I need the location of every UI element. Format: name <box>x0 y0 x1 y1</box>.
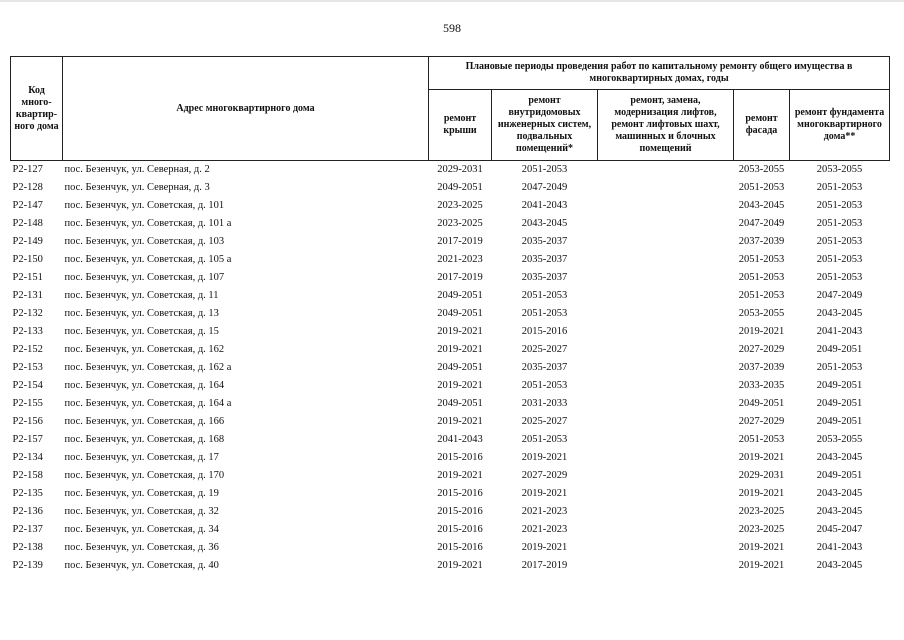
cell-elevators <box>598 251 734 269</box>
cell-elevators <box>598 341 734 359</box>
cell-address: пос. Безенчук, ул. Советская, д. 164 а <box>64 398 232 409</box>
cell-facade: 2037-2039 <box>738 236 785 247</box>
cell-facade: 2023-2025 <box>738 524 785 535</box>
cell-address: пос. Безенчук, ул. Советская, д. 32 <box>64 506 219 517</box>
cell-roof: 2041-2043 <box>437 434 483 445</box>
cell-systems: 2021-2023 <box>521 524 568 535</box>
table-row <box>11 467 890 485</box>
table-body <box>11 161 890 576</box>
table-row <box>11 395 890 413</box>
header-elevators: ремонт, замена, модернизация лифтов, ремонт лифтовых шахт, машинных и блочных помещений <box>598 90 734 161</box>
cell-facade: 2037-2039 <box>738 362 785 373</box>
cell-address: пос. Безенчук, ул. Советская, д. 162 <box>64 344 225 355</box>
cell-systems: 2035-2037 <box>521 236 568 247</box>
header-facade: ремонт фасада <box>734 90 790 161</box>
cell-elevators <box>598 539 734 557</box>
table-row <box>11 521 890 539</box>
cell-elevators <box>598 233 734 251</box>
cell-elevators <box>598 485 734 503</box>
cell-systems: 2019-2021 <box>521 452 568 463</box>
cell-address: пос. Безенчук, ул. Советская, д. 101 а <box>64 218 232 229</box>
cell-facade: 2049-2051 <box>738 398 785 409</box>
cell-roof: 2049-2051 <box>437 290 483 301</box>
cell-facade: 2051-2053 <box>738 290 785 301</box>
cell-elevators <box>598 197 734 215</box>
cell-address: пос. Безенчук, ул. Советская, д. 103 <box>64 236 225 247</box>
cell-roof: 2019-2021 <box>437 380 483 391</box>
cell-roof: 2019-2021 <box>437 416 483 427</box>
cell-address: пос. Безенчук, ул. Советская, д. 40 <box>64 560 219 571</box>
cell-facade: 2019-2021 <box>738 488 785 499</box>
cell-foundation: 2045-2047 <box>816 524 863 535</box>
cell-code: Р2-157 <box>12 434 43 445</box>
cell-systems: 2025-2027 <box>521 416 568 427</box>
cell-code: Р2-135 <box>12 488 43 499</box>
table-row <box>11 305 890 323</box>
header-address: Адрес многоквартирного дома <box>63 57 429 161</box>
cell-systems: 2021-2023 <box>521 506 568 517</box>
cell-roof: 2019-2021 <box>437 344 483 355</box>
cell-code: Р2-139 <box>12 560 43 571</box>
cell-code: Р2-151 <box>12 272 43 283</box>
table-row <box>11 215 890 233</box>
cell-facade: 2043-2045 <box>738 200 785 211</box>
cell-elevators <box>598 413 734 431</box>
table-row <box>11 431 890 449</box>
cell-address: пос. Безенчук, ул. Советская, д. 11 <box>64 290 219 301</box>
table-row <box>11 251 890 269</box>
cell-code: Р2-153 <box>12 362 43 373</box>
cell-elevators <box>598 377 734 395</box>
cell-foundation: 2043-2045 <box>816 506 863 517</box>
page-number: 598 <box>443 21 461 35</box>
cell-facade: 2019-2021 <box>738 542 785 553</box>
cell-elevators <box>598 395 734 413</box>
cell-elevators <box>598 431 734 449</box>
cell-foundation: 2041-2043 <box>816 326 863 337</box>
cell-systems: 2051-2053 <box>521 434 568 445</box>
cell-code: Р2-134 <box>12 452 43 463</box>
cell-code: Р2-150 <box>12 254 43 265</box>
cell-systems: 2015-2016 <box>521 326 568 337</box>
cell-systems: 2051-2053 <box>521 308 568 319</box>
cell-facade: 2029-2031 <box>738 470 785 481</box>
cell-code: Р2-158 <box>12 470 43 481</box>
cell-address: пос. Безенчук, ул. Советская, д. 15 <box>64 326 219 337</box>
cell-foundation: 2053-2055 <box>816 164 863 175</box>
table-row <box>11 503 890 521</box>
cell-foundation: 2051-2053 <box>816 236 863 247</box>
cell-address: пос. Безенчук, ул. Советская, д. 13 <box>64 308 219 319</box>
cell-foundation: 2047-2049 <box>816 290 863 301</box>
table-row <box>11 179 890 197</box>
cell-systems: 2041-2043 <box>521 200 568 211</box>
cell-facade: 2019-2021 <box>738 452 785 463</box>
cell-roof: 2049-2051 <box>437 398 483 409</box>
cell-code: Р2-138 <box>12 542 43 553</box>
cell-facade: 2051-2053 <box>738 254 785 265</box>
cell-systems: 2019-2021 <box>521 488 568 499</box>
table-row <box>11 161 890 180</box>
table-row <box>11 197 890 215</box>
cell-systems: 2051-2053 <box>521 290 568 301</box>
cell-code: Р2-147 <box>12 200 43 211</box>
cell-code: Р2-127 <box>12 164 43 175</box>
cell-roof: 2049-2051 <box>437 308 483 319</box>
cell-facade: 2033-2035 <box>738 380 785 391</box>
cell-roof: 2015-2016 <box>437 542 483 553</box>
cell-systems: 2051-2053 <box>521 164 568 175</box>
cell-address: пос. Безенчук, ул. Советская, д. 17 <box>64 452 219 463</box>
cell-systems: 2051-2053 <box>521 380 568 391</box>
cell-code: Р2-132 <box>12 308 43 319</box>
cell-systems: 2035-2037 <box>521 254 568 265</box>
cell-roof: 2021-2023 <box>437 254 483 265</box>
cell-roof: 2017-2019 <box>437 272 483 283</box>
cell-systems: 2025-2027 <box>521 344 568 355</box>
cell-foundation: 2049-2051 <box>816 416 863 427</box>
cell-elevators <box>598 179 734 197</box>
scan-top-edge <box>0 0 904 2</box>
cell-foundation: 2051-2053 <box>816 182 863 193</box>
cell-systems: 2035-2037 <box>521 272 568 283</box>
cell-address: пос. Безенчук, ул. Советская, д. 162 а <box>64 362 232 373</box>
cell-code: Р2-148 <box>12 218 43 229</box>
cell-elevators <box>598 521 734 539</box>
cell-roof: 2015-2016 <box>437 524 483 535</box>
cell-foundation: 2051-2053 <box>816 218 863 229</box>
cell-facade: 2019-2021 <box>738 326 785 337</box>
cell-elevators <box>598 215 734 233</box>
cell-foundation: 2043-2045 <box>816 488 863 499</box>
header-foundation: ремонт фундамента многоквартирного дома** <box>790 90 890 161</box>
cell-code: Р2-136 <box>12 506 43 517</box>
cell-foundation: 2049-2051 <box>816 398 863 409</box>
cell-address: пос. Безенчук, ул. Советская, д. 107 <box>64 272 225 283</box>
cell-foundation: 2051-2053 <box>816 254 863 265</box>
table-row <box>11 233 890 251</box>
cell-roof: 2023-2025 <box>437 200 483 211</box>
cell-foundation: 2043-2045 <box>816 308 863 319</box>
cell-roof: 2023-2025 <box>437 218 483 229</box>
cell-facade: 2047-2049 <box>738 218 785 229</box>
cell-address: пос. Безенчук, ул. Советская, д. 168 <box>64 434 225 445</box>
capital-repair-table <box>10 56 890 575</box>
cell-elevators <box>598 503 734 521</box>
cell-roof: 2049-2051 <box>437 182 483 193</box>
cell-code: Р2-131 <box>12 290 43 301</box>
table-row <box>11 341 890 359</box>
cell-foundation: 2051-2053 <box>816 362 863 373</box>
cell-facade: 2053-2055 <box>738 164 785 175</box>
cell-roof: 2019-2021 <box>437 326 483 337</box>
table-row <box>11 557 890 575</box>
cell-code: Р2-152 <box>12 344 43 355</box>
cell-elevators <box>598 323 734 341</box>
cell-elevators <box>598 557 734 575</box>
table-row <box>11 413 890 431</box>
table-row <box>11 377 890 395</box>
cell-foundation: 2041-2043 <box>816 542 863 553</box>
cell-facade: 2019-2021 <box>738 560 785 571</box>
table-row <box>11 269 890 287</box>
cell-address: пос. Безенчук, ул. Северная, д. 3 <box>64 182 210 193</box>
cell-roof: 2015-2016 <box>437 452 483 463</box>
cell-roof: 2019-2021 <box>437 560 483 571</box>
cell-facade: 2053-2055 <box>738 308 785 319</box>
cell-code: Р2-156 <box>12 416 43 427</box>
table-row <box>11 539 890 557</box>
cell-code: Р2-155 <box>12 398 43 409</box>
cell-foundation: 2051-2053 <box>816 272 863 283</box>
cell-foundation: 2049-2051 <box>816 470 863 481</box>
cell-elevators <box>598 161 734 180</box>
cell-roof: 2029-2031 <box>437 164 483 175</box>
cell-elevators <box>598 305 734 323</box>
cell-address: пос. Безенчук, ул. Советская, д. 166 <box>64 416 225 427</box>
header-code: Код много-квартир-ного дома <box>11 57 63 161</box>
cell-elevators <box>598 269 734 287</box>
cell-address: пос. Безенчук, ул. Советская, д. 19 <box>64 488 219 499</box>
header-roof: ремонт крыши <box>429 90 492 161</box>
cell-roof: 2015-2016 <box>437 488 483 499</box>
cell-foundation: 2053-2055 <box>816 434 863 445</box>
cell-address: пос. Безенчук, ул. Советская, д. 36 <box>64 542 219 553</box>
cell-systems: 2043-2045 <box>521 218 568 229</box>
cell-facade: 2051-2053 <box>738 182 785 193</box>
cell-address: пос. Безенчук, ул. Советская, д. 101 <box>64 200 225 211</box>
cell-address: пос. Безенчук, ул. Советская, д. 34 <box>64 524 219 535</box>
cell-facade: 2027-2029 <box>738 344 785 355</box>
cell-systems: 2035-2037 <box>521 362 568 373</box>
table-row <box>11 359 890 377</box>
cell-roof: 2019-2021 <box>437 470 483 481</box>
cell-facade: 2051-2053 <box>738 434 785 445</box>
cell-systems: 2031-2033 <box>521 398 568 409</box>
cell-elevators <box>598 467 734 485</box>
cell-elevators <box>598 449 734 467</box>
table-row <box>11 449 890 467</box>
cell-roof: 2017-2019 <box>437 236 483 247</box>
cell-facade: 2027-2029 <box>738 416 785 427</box>
header-systems: ремонт внутридомовых инженерных систем, подвальных помещений* <box>492 90 598 161</box>
cell-address: пос. Безенчук, ул. Советская, д. 105 а <box>64 254 232 265</box>
cell-code: Р2-154 <box>12 380 43 391</box>
table-row <box>11 287 890 305</box>
cell-foundation: 2049-2051 <box>816 380 863 391</box>
cell-code: Р2-128 <box>12 182 43 193</box>
cell-address: пос. Безенчук, ул. Северная, д. 2 <box>64 164 210 175</box>
cell-foundation: 2043-2045 <box>816 560 863 571</box>
cell-elevators <box>598 287 734 305</box>
cell-systems: 2019-2021 <box>521 542 568 553</box>
table-row <box>11 323 890 341</box>
cell-address: пос. Безенчук, ул. Советская, д. 170 <box>64 470 225 481</box>
cell-facade: 2023-2025 <box>738 506 785 517</box>
cell-systems: 2047-2049 <box>521 182 568 193</box>
cell-facade: 2051-2053 <box>738 272 785 283</box>
cell-address: пос. Безенчук, ул. Советская, д. 164 <box>64 380 225 391</box>
cell-code: Р2-133 <box>12 326 43 337</box>
cell-systems: 2017-2019 <box>521 560 568 571</box>
cell-roof: 2049-2051 <box>437 362 483 373</box>
cell-code: Р2-137 <box>12 524 43 535</box>
header-work-periods: Плановые периоды проведения работ по капитальному ремонту общего имущества в многоквартирных домах, годы <box>429 57 890 90</box>
cell-elevators <box>598 359 734 377</box>
cell-foundation: 2043-2045 <box>816 452 863 463</box>
cell-foundation: 2049-2051 <box>816 344 863 355</box>
cell-systems: 2027-2029 <box>521 470 568 481</box>
table-row <box>11 485 890 503</box>
cell-foundation: 2051-2053 <box>816 200 863 211</box>
cell-code: Р2-149 <box>12 236 43 247</box>
cell-roof: 2015-2016 <box>437 506 483 517</box>
